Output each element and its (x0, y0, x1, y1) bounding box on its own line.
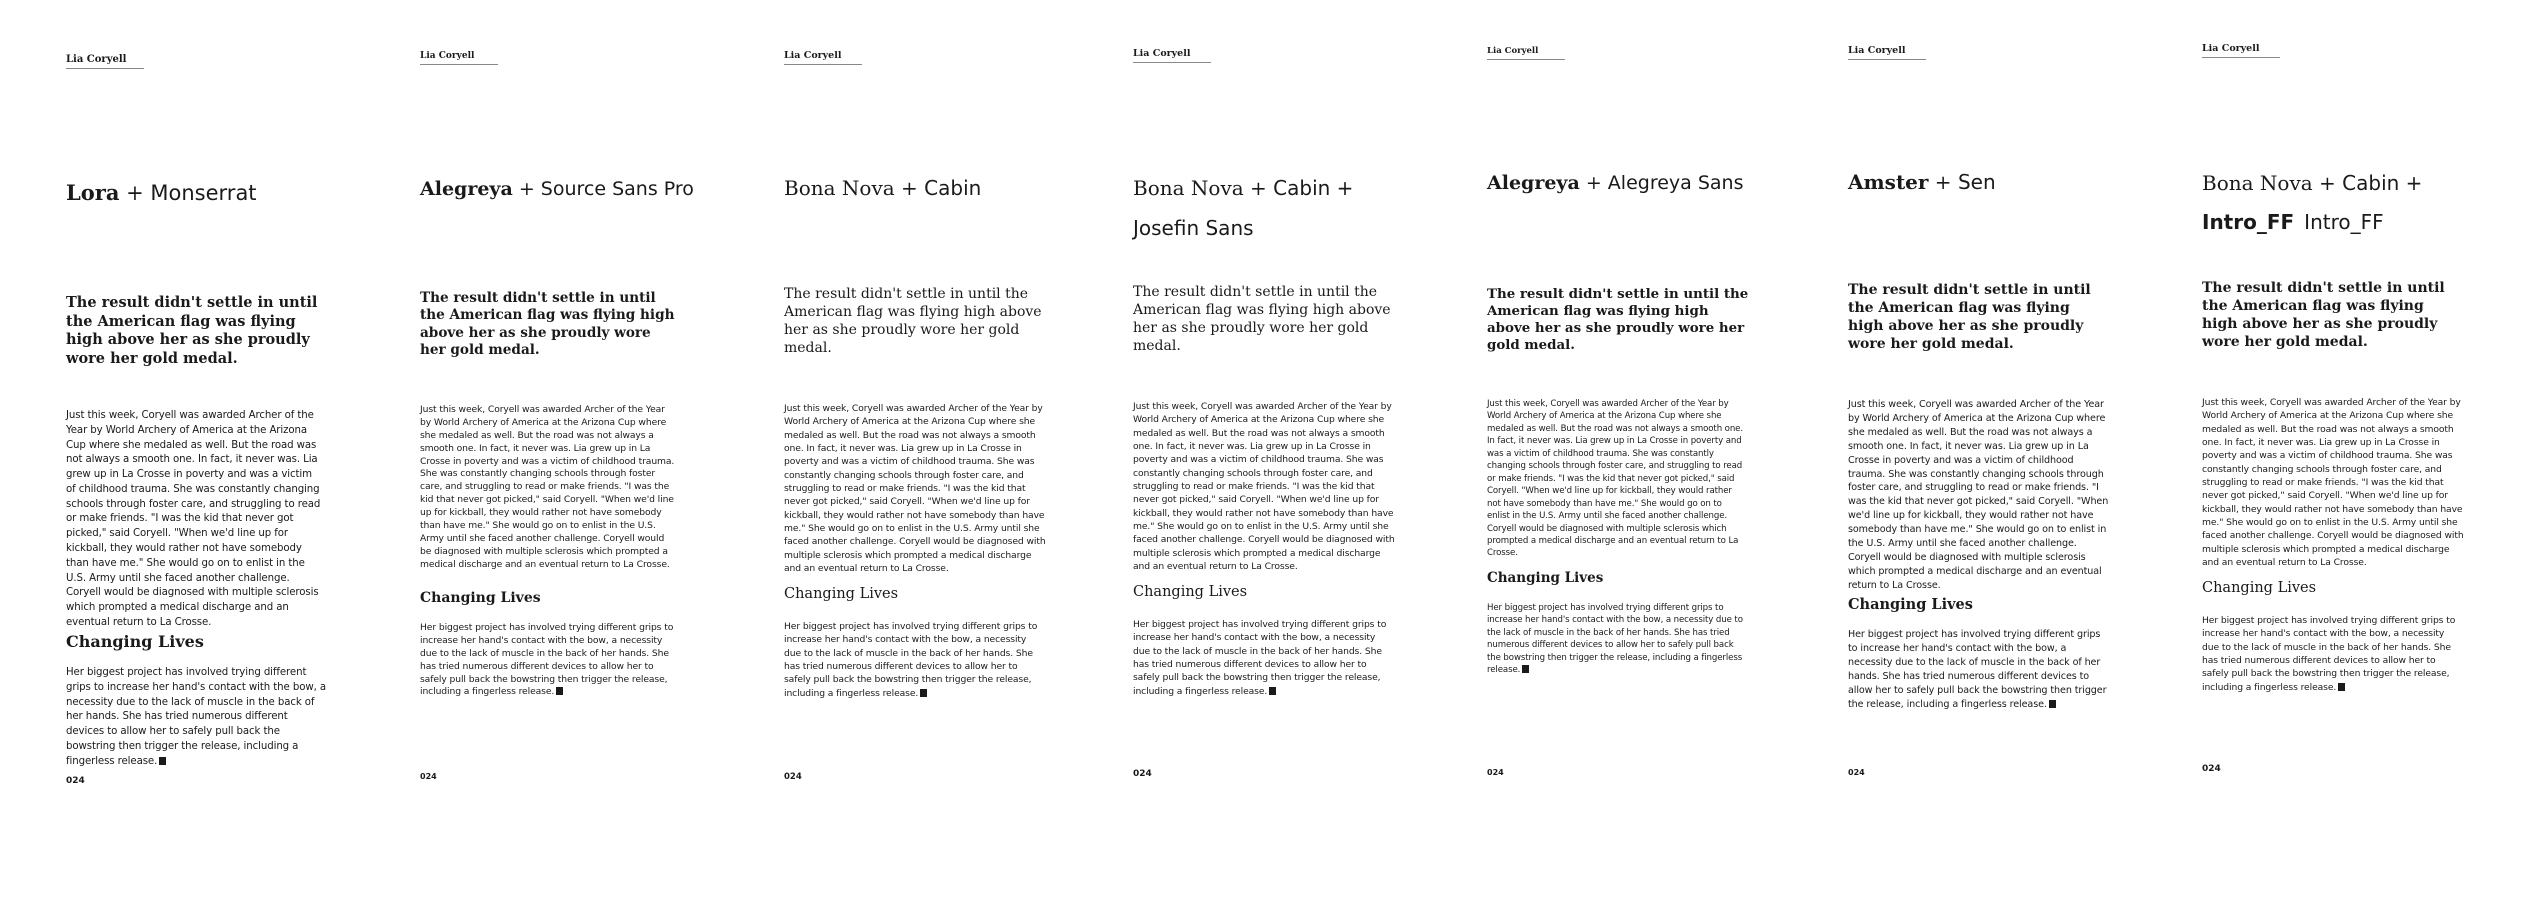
font-pairing-title: Amster + Sen (1848, 170, 1996, 194)
author-name: Lia Coryell (420, 51, 498, 65)
page-number: 024 (420, 772, 437, 781)
page-number: 024 (1848, 768, 1865, 777)
subhead: Changing Lives (1848, 596, 1973, 613)
body-font-name: Monserrat (150, 181, 257, 205)
body-text: Just this week, Coryell was awarded Archer of the Year by World Archery of America at the Arizona Cup where she medaled as well. But the road was not always a smooth one. In fact, it never was. Lia grew up in La Crosse in poverty and was a victim of childhood trauma. She was constantly changing schools through foster care, and struggling to read or make friends. "I was the kid that never got picked," said Coryell. "When we'd line up for kickball, they would rather not have somebody than have me." She would go on to enlist in the U.S. Army until she faced another challenge. Coryell would be diagnosed with multiple sclerosis which prompted a medical discharge and an eventual return to La Crosse. (1133, 401, 1395, 573)
page-number: 024 (1133, 769, 1152, 779)
page-number: 024 (1487, 768, 1504, 777)
author-name: Lia Coryell (1487, 46, 1565, 60)
body-text: Just this week, Coryell was awarded Archer of the Year by World Archery of America at the Arizona Cup where she medaled as well. But the road was not always a smooth one. In fact, it never was. Lia grew up in La Crosse in poverty and was a victim of childhood trauma. She was constantly changing schools through foster care, and struggling to read or make friends. "I was the kid that never got picked," said Coryell. "When we'd line up for kickball, they would rather not have somebody than have me." She would go on to enlist in the U.S. Army until she faced another challenge. Coryell would be diagnosed with multiple sclerosis which prompted a medical discharge and an eventual return to La Crosse. (420, 404, 675, 570)
heading-font-name: Lora (66, 180, 120, 205)
headline: The result didn't settle in until the American flag was flying high above her as she proudly wore her gold medal. (420, 290, 675, 359)
page-number: 024 (2202, 764, 2221, 774)
body-font-name: Sen (1957, 170, 1996, 194)
specimen-page-7 (2202, 0, 2522, 902)
end-mark-icon (2049, 700, 2056, 708)
body-font-name: Alegreya Sans (1607, 172, 1744, 194)
end-mark-icon (1269, 687, 1276, 695)
heading-font-name: Bona Nova (1133, 176, 1244, 200)
body-text: Just this week, Coryell was awarded Archer of the Year by World Archery of America at the Arizona Cup where she medaled as well. But the road was not always a smooth one. In fact, it never was. Lia grew up in La Crosse in poverty and was a victim of childhood trauma. She was constantly changing schools through foster care, and struggling to read or make friends. "I was the kid that never got picked," said Coryell. "When we'd line up for kickball, they would rather not have somebody than have me." She would go on to enlist in the U.S. Army until she faced another challenge. Coryell would be diagnosed with multiple sclerosis which prompted a medical discharge and an eventual return to La Crosse. (1487, 399, 1743, 559)
subhead: Changing Lives (66, 632, 204, 651)
font-pairing-title: Alegreya + Alegreya Sans (1487, 172, 1744, 194)
extra-thin-font-name: Intro_FF (2304, 210, 2384, 234)
headline: The result didn't settle in until the American flag was flying high above her as she proudly wore her gold medal. (2202, 280, 2445, 350)
headline: The result didn't settle in until the American flag was flying high above her as she proudly wore her gold medal. (1848, 282, 2091, 352)
font-pairing-title: Bona Nova + Cabin + Intro_FF Intro_FF (2202, 171, 2423, 234)
body-text: Just this week, Coryell was awarded Archer of the Year by World Archery of America at the Arizona Cup where she medaled as well. But the road was not always a smooth one. In fact, it never was. Lia grew up in La Crosse in poverty and was a victim of childhood trauma. She was constantly changing schools through foster care, and struggling to read or make friends. "I was the kid that never got picked," said Coryell. "When we'd line up for kickball, they would rather not have somebody than have me." She would go on to enlist in the U.S. Army until she faced another challenge. Coryell would be diagnosed with multiple sclerosis which prompted a medical discharge and an eventual return to La Crosse. (2202, 397, 2464, 569)
body-text-2: Her biggest project has involved trying different grips to increase her hand's contact with the bow, a necessity due to the lack of muscle in the back of her hands. She has tried numerous different devices to allow her to safely pull back the bowstring then trigger the release, including a fingerless release. (1487, 603, 1743, 676)
body-text-2: Her biggest project has involved trying different grips to increase her hand's contact with the bow, a necessity due to the lack of muscle in the back of her hands. She has tried numerous different devices to allow her to safely pull back the bowstring then trigger the release, including a fingerless release. (1848, 629, 2107, 710)
author-name: Lia Coryell (1133, 48, 1211, 63)
body-font-name: Cabin (924, 176, 982, 200)
heading-font-name: Amster (1848, 170, 1929, 194)
page-number: 024 (66, 776, 85, 786)
body-text-2: Her biggest project has involved trying different grips to increase her hand's contact with the bow, a necessity due to the lack of muscle in the back of her hands. She has tried numerous different devices to allow her to safely pull back the bowstring then trigger the release, including a fingerless release. (420, 622, 674, 698)
headline: The result didn't settle in until the American flag was flying high above her as she proudly wore her gold medal. (66, 294, 318, 367)
specimen-page-1 (66, 0, 386, 902)
body-text: Just this week, Coryell was awarded Archer of the Year by World Archery of America at the Arizona Cup where she medaled as well. But the road was not always a smooth one. In fact, it never was. Lia grew up in La Crosse in poverty and was a victim of childhood trauma. She was constantly changing schools through foster care, and struggling to read or make friends. "I was the kid that never got picked," said Coryell. "When we'd line up for kickball, they would rather not have somebody than have me." She would go on to enlist in the U.S. Army until she faced another challenge. Coryell would be diagnosed with multiple sclerosis which prompted a medical discharge and an eventual return to La Crosse. (1848, 399, 2109, 591)
body-text-2: Her biggest project has involved trying different grips to increase her hand's contact with the bow, a necessity due to the lack of muscle in the back of her hands. She has tried numerous different devices to allow her to safely pull back the bowstring then trigger the release, including a fingerless release. (2202, 615, 2456, 693)
end-mark-icon (159, 757, 166, 765)
end-mark-icon (556, 687, 563, 695)
headline: The result didn't settle in until the American flag was flying high above her as she proudly wore her gold medal. (1487, 286, 1749, 354)
subhead: Changing Lives (420, 590, 541, 606)
end-mark-icon (920, 689, 927, 697)
font-pairing-title: Bona Nova + Cabin + Josefin Sans (1133, 168, 1395, 248)
specimen-page-5 (1487, 0, 1807, 902)
author-name: Lia Coryell (2202, 43, 2280, 58)
font-pairing-title: Alegreya + Source Sans Pro (420, 178, 694, 200)
headline: The result didn't settle in until the American flag was flying high above her as she proudly wore her gold medal. (1133, 284, 1391, 354)
heading-font-name: Bona Nova (784, 176, 895, 200)
body-text: Just this week, Coryell was awarded Archer of the Year by World Archery of America at the Arizona Cup where she medaled as well. But the road was not always a smooth one. In fact, it never was. Lia grew up in La Crosse in poverty and was a victim of childhood trauma. She was constantly changing schools through foster care, and struggling to read or make friends. "I was the kid that never got picked," said Coryell. "When we'd line up for kickball, they would rather not have somebody than have me." She would go on to enlist in the U.S. Army until she faced another challenge. Coryell would be diagnosed with multiple sclerosis which prompted a medical discharge and an eventual return to La Crosse. (66, 410, 321, 628)
end-mark-icon (2338, 683, 2345, 691)
end-mark-icon (1522, 665, 1529, 673)
specimen-page-6 (1848, 0, 2168, 902)
author-name: Lia Coryell (66, 54, 144, 69)
author-name: Lia Coryell (784, 50, 862, 65)
extra-bold-font-name: Intro_FF (2202, 210, 2295, 234)
heading-font-name: Alegreya (1487, 172, 1580, 194)
body-text-2: Her biggest project has involved trying different grips to increase her hand's contact with the bow, a necessity due to the lack of muscle in the back of her hands. She has tried numerous different devices to allow her to safely pull back the bowstring then trigger the release, including a fingerless release. (1133, 619, 1387, 697)
author-name: Lia Coryell (1848, 45, 1926, 60)
heading-font-name: Bona Nova (2202, 171, 2313, 195)
subhead: Changing Lives (2202, 580, 2317, 596)
heading-font-name: Alegreya (420, 178, 513, 200)
subhead: Changing Lives (1133, 584, 1248, 600)
body-font-name: Cabin + (1273, 176, 1354, 200)
font-pairing-title: Lora + Monserrat (66, 180, 257, 205)
body-text-2: Her biggest project has involved trying different grips to increase her hand's contact with the bow, a necessity due to the lack of muscle in the back of her hands. She has tried numerous different devices to allow her to safely pull back the bowstring then trigger the release, including a fingerless release. (784, 621, 1038, 699)
headline: The result didn't settle in until the American flag was flying high above her as she proudly wore her gold medal. (784, 286, 1042, 356)
body-text: Just this week, Coryell was awarded Archer of the Year by World Archery of America at the Arizona Cup where she medaled as well. But the road was not always a smooth one. In fact, it never was. Lia grew up in La Crosse in poverty and was a victim of childhood trauma. She was constantly changing schools through foster care, and struggling to read or make friends. "I was the kid that never got picked," said Coryell. "When we'd line up for kickball, they would rather not have somebody than have me." She would go on to enlist in the U.S. Army until she faced another challenge. Coryell would be diagnosed with multiple sclerosis which prompted a medical discharge and an eventual return to La Crosse. (784, 403, 1046, 575)
subhead: Changing Lives (1487, 570, 1604, 586)
specimen-page-3 (784, 0, 1104, 902)
specimen-page-2 (420, 0, 740, 902)
font-pairing-title: Bona Nova + Cabin (784, 176, 982, 200)
page-number: 024 (784, 772, 802, 782)
extra-font-name: Josefin Sans (1133, 216, 1254, 240)
body-font-name: Source Sans Pro (540, 178, 694, 200)
subhead: Changing Lives (784, 586, 899, 602)
body-font-name: Cabin + (2342, 171, 2423, 195)
body-text-2: Her biggest project has involved trying different grips to increase her hand's contact with the bow, a necessity due to the lack of muscle in the back of her hands. She has tried numerous different devices to allow her to safely pull back the bowstring then trigger the release, including a fingerless release. (66, 667, 326, 767)
specimen-page-4 (1133, 0, 1453, 902)
